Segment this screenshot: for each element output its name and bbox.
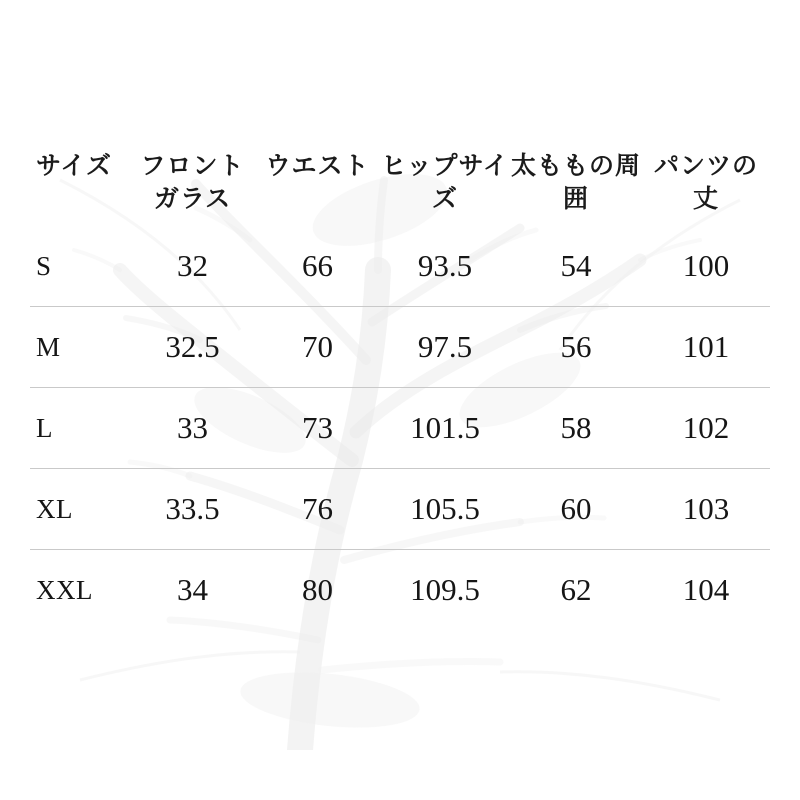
cell-length: 104	[682, 572, 730, 607]
cell-waist: 76	[255, 469, 380, 550]
cell-front: 32	[130, 226, 255, 307]
cell-length: 100	[642, 226, 770, 307]
cell-front: 32.5	[130, 307, 255, 388]
cell-hip: 101.5	[380, 388, 510, 469]
cell-thigh: 56	[510, 307, 642, 388]
cell-thigh: 62	[560, 572, 592, 607]
table-header	[30, 150, 770, 226]
table-header-row	[30, 150, 770, 226]
cell-size: M	[30, 307, 130, 388]
cell-size: XL	[30, 469, 130, 550]
cell-size: L	[30, 388, 130, 469]
cell-waist: 73	[255, 388, 380, 469]
cell-hip: 109.5	[410, 572, 480, 607]
cell-waist: 66	[255, 226, 380, 307]
cell-thigh: 58	[510, 388, 642, 469]
column-header-thigh: 太ももの周囲	[510, 153, 641, 213]
cell-size: XXL	[36, 574, 93, 605]
column-header-hip: ヒップサイズ	[381, 153, 509, 213]
table-row	[30, 469, 770, 550]
table-row	[30, 226, 770, 307]
column-header-size: サイズ	[36, 153, 113, 180]
cell-length: 102	[642, 388, 770, 469]
cell-length: 103	[642, 469, 770, 550]
size-chart-table-container	[30, 150, 770, 630]
cell-hip: 105.5	[380, 469, 510, 550]
cell-front: 34	[177, 572, 208, 607]
cell-size: S	[30, 226, 130, 307]
cell-hip: 93.5	[380, 226, 510, 307]
table-body	[30, 226, 770, 630]
cell-waist: 70	[255, 307, 380, 388]
column-header-waist: ウエスト	[265, 153, 370, 180]
cell-front: 33.5	[130, 469, 255, 550]
cell-hip: 97.5	[380, 307, 510, 388]
cell-thigh: 54	[510, 226, 642, 307]
cell-length: 101	[642, 307, 770, 388]
table-row	[30, 307, 770, 388]
cell-waist: 80	[302, 572, 333, 607]
column-header-length: パンツの丈	[653, 153, 758, 213]
cell-front: 33	[130, 388, 255, 469]
cell-thigh: 60	[510, 469, 642, 550]
table-row	[30, 550, 770, 631]
column-header-front: フロントガラス	[140, 153, 245, 213]
table-row	[30, 388, 770, 469]
size-chart-table	[30, 150, 770, 630]
